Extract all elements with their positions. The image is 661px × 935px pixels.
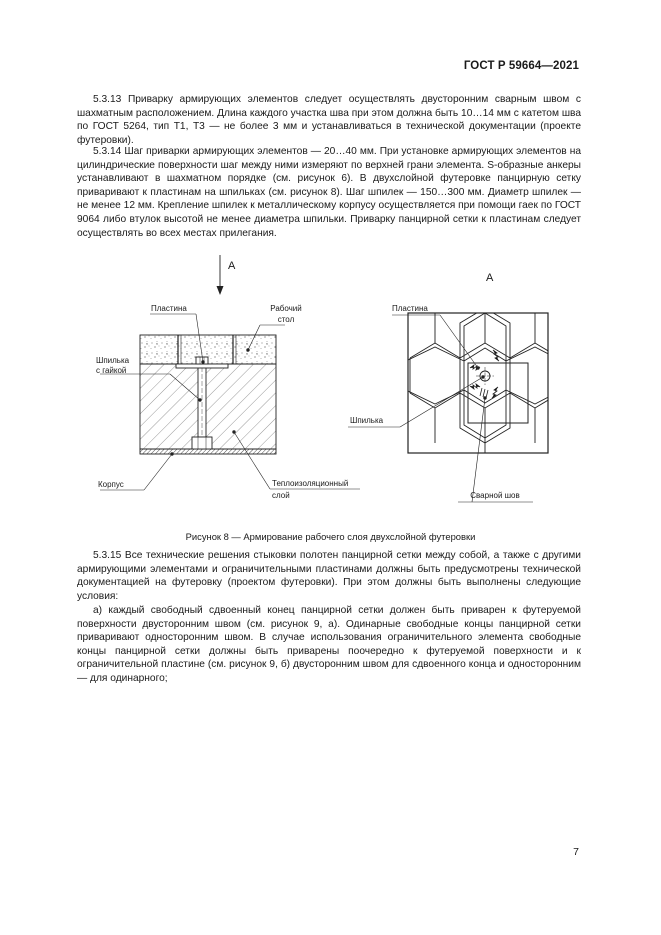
label-stud: Шпилька (96, 356, 130, 365)
label-stud-line2: с гайкой (96, 366, 127, 375)
paragraph-text: а) каждый свободный сдвоенный конец панцирной сетки должен быть приварен к футеруемой поверхности двусторонним швом (см. рисунок 9, а). Одинарные свободные концы панцирной сетки приваривают односторонним швом. В случае использования ограничительного элемента свободные концы панцирной сетки должны быть приварены поочередно к футеруемой поверхности и к ограничительной пластине (см. рисунок 9, б) двусторонним швом для сдвоенного конца и односторонним — для одинарного; (77, 605, 581, 684)
shell-plate (140, 449, 276, 454)
label-insulation: Теплоизоляционный (272, 479, 349, 488)
paragraph-5-3-14 (77, 145, 581, 240)
plan-view-a (348, 272, 562, 502)
view-arrow-label: А (228, 260, 236, 272)
arrow-head-icon (217, 286, 224, 295)
section-view (96, 255, 360, 500)
paragraph-text: 5.3.13 Приварку армирующих элементов следует осуществлять двусторонним сварным швом с шахматным расположением. Длина каждого участка шва при этом должна быть 10…14 мм с катетом шва по ГОСТ 5264, тип Т1, Т3 — не более 3 мм и устанавливаться в технической документации (проекте футеровки). (77, 94, 581, 146)
label-insulation-line2: слой (272, 491, 290, 500)
insulation-layer (140, 364, 276, 449)
square-plate (468, 363, 528, 423)
paragraph-text: 5.3.14 Шаг приварки армирующих элементов — 20…40 мм. При установке армирующих элементов на цилиндрические поверхности шаг между ними измеряют по верхней грани элемента. S-образные анкеры устанавливают в шахматном порядке (см. рисунок 6). В двухслойной футеровке панцирную сетку приваривают к пластинам на шпильках (см. рисунок 8). Шаг шпилек — 150…300 мм. Диаметр шпилек — не менее 12 мм. Крепление шпилек к металлическому корпусу осуществляется при помощи гаек по ГОСТ 9064 либо втулок высотой не менее диаметра шпильки. Приварку панцирной сетки к пластинам следует осуществлять во всех местах прилегания. (77, 146, 581, 239)
label-shell: Корпус (98, 480, 124, 489)
paragraph-5-3-15-a (77, 604, 581, 686)
label-weld: Сварной шов (470, 491, 520, 500)
document-standard-number: ГОСТ Р 59664—2021 (463, 60, 579, 72)
figure-8-drawing (96, 250, 580, 520)
page-number: 7 (573, 846, 579, 858)
label-work-layer: Рабочий (270, 304, 302, 313)
paragraph-text: 5.3.15 Все технические решения стыковки полотен панцирной сетки между собой, а также с другими армирующими элементами и ограничительными пластинами должны быть предусмотрены технической документацией на футеровку (проектом футеровки). При этом должны быть выполнены следующие условия: (77, 550, 581, 602)
paragraph-5-3-13 (77, 93, 581, 147)
bottom-nut (192, 437, 212, 449)
paragraph-5-3-15 (77, 549, 581, 603)
plate (176, 364, 228, 368)
label-stud: Шпилька (350, 416, 384, 425)
label-work-layer-line2: стол (277, 315, 295, 324)
view-label: А (486, 272, 494, 284)
label-plate: Пластина (392, 304, 428, 313)
label-plate: Пластина (151, 304, 187, 313)
figure-caption: Рисунок 8 — Армирование рабочего слоя двухслойной футеровки (185, 531, 476, 542)
